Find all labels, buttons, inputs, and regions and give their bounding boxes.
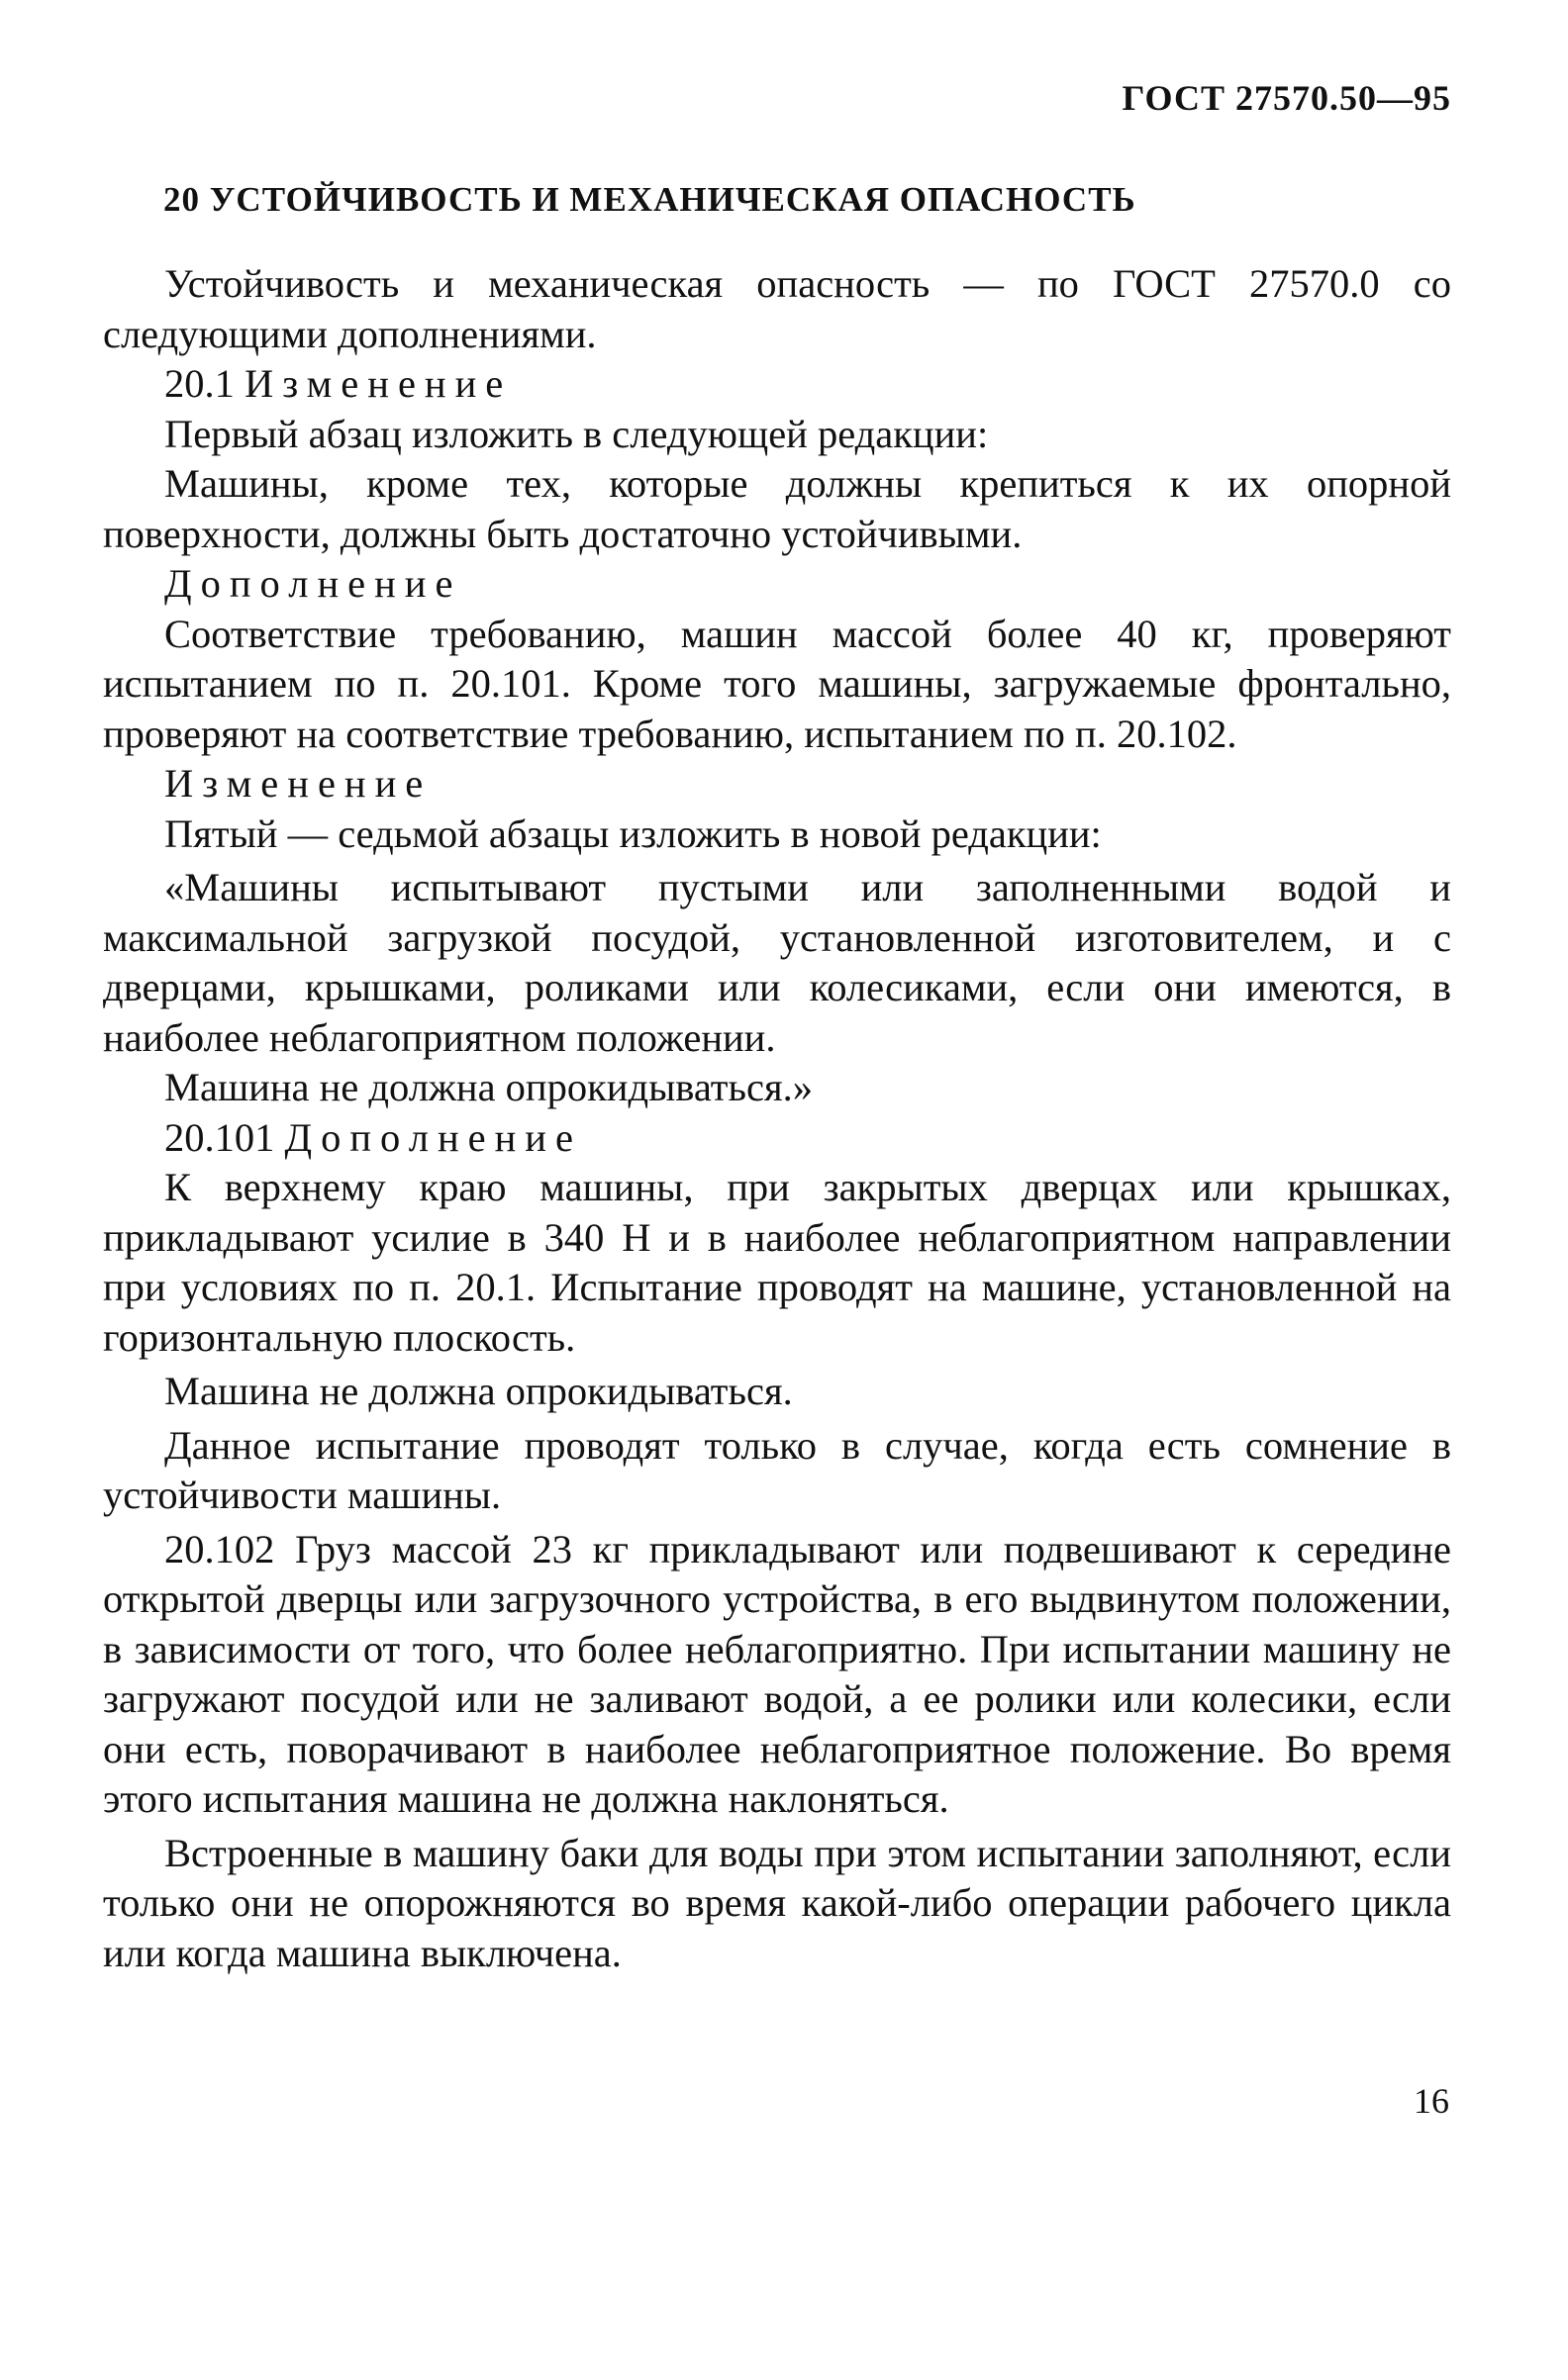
clause-20-102-paragraph: 20.102 Груз массой 23 кг прикладывают или подвешивают к середине открытой дверцы или загрузочного устройства, в его выдвинутом положении, в зависимости от того, что более неблагоприятно. При испытании машину не загружают посудой или не заливают водой, а ее ролики или колесики, если они есть, поворачивают в наиболее неблагоприятное положение. Во время этого испытания машина не должна наклоняться. <box>103 1526 1451 1821</box>
requirement-paragraph-2: Машина не должна опрокидываться. <box>164 1369 793 1413</box>
edit-instruction-paragraph-2: Пятый — седьмой абзацы изложить в новой редакции: <box>164 810 1102 856</box>
clause-label: Дополнение <box>284 1114 582 1160</box>
water-tanks-paragraph: Встроенные в машину баки для воды при этом испытании заполняют, если только они не опорожняются во время какой-либо операции рабочего цикла или когда машина выключена. <box>103 1830 1451 1975</box>
clause-number: 20.101 <box>164 1114 275 1160</box>
intro-paragraph: Устойчивость и механическая опасность — по ГОСТ 27570.0 со следующими дополнениями. <box>103 261 1451 356</box>
change-label: Изменение <box>164 761 433 806</box>
section-body <box>103 259 1451 1978</box>
revised-text-paragraph: Машины, кроме тех, которые должны крепиться к их опорной поверхности, должны быть достаточно устойчивыми. <box>103 461 1451 556</box>
test-conditions-paragraph: «Машины испытывают пустыми или заполненными водой и максимальной загрузкой посудой, установленной изготовителем, и с дверцами, крышками, роликами или колесиками, если они имеются, в наиболее неблагоприятном положении. <box>103 865 1451 1060</box>
test-condition-note-paragraph: Данное испытание проводят только в случае, когда есть сомнение в устойчивости машины. <box>103 1422 1451 1517</box>
document-code-header: ГОСТ 27570.50—95 <box>1122 78 1451 118</box>
compliance-paragraph: Соответствие требованию, машин массой более 40 кг, проверяют испытанием по п. 20.101. Кроме того машины, загружаемые фронтально, проверяют на соответствие требованию, испытанием по п. 20.102. <box>103 611 1451 756</box>
section-title: 20 УСТОЙЧИВОСТЬ И МЕХАНИЧЕСКАЯ ОПАСНОСТЬ <box>163 180 1136 219</box>
clause-20-101-heading <box>103 1113 1451 1164</box>
clause-20-1-heading <box>103 359 1451 410</box>
force-test-paragraph: К верхнему краю машины, при закрытых дверцах или крышках, прикладывают усилие в 340 Н и в наиболее неблагоприятном направлении при условиях по п. 20.1. Испытание проводят на машине, установленной на горизонтальную плоскость. <box>103 1165 1451 1360</box>
addition-label: Дополнение <box>164 561 462 606</box>
edit-instruction-paragraph: Первый абзац изложить в следующей редакции: <box>164 411 989 456</box>
requirement-paragraph: Машина не должна опрокидываться.» <box>164 1065 813 1109</box>
clause-label: Изменение <box>245 361 513 406</box>
clause-number: 20.1 <box>164 361 235 406</box>
page-number: 16 <box>1414 2081 1449 2121</box>
